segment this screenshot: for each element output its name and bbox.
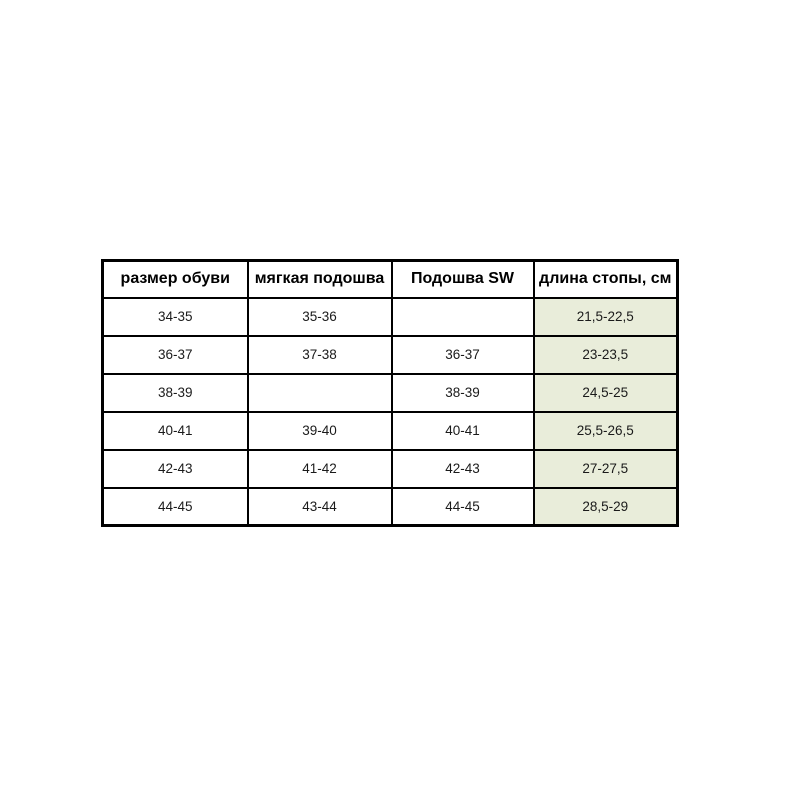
table-row <box>103 374 678 412</box>
table-cell-highlighted: 21,5-22,5 <box>534 298 678 336</box>
table-header-row <box>103 261 678 298</box>
table-cell-highlighted: 23-23,5 <box>534 336 678 374</box>
table-cell: 40-41 <box>103 412 248 450</box>
table-row <box>103 488 678 526</box>
table-cell: 39-40 <box>248 412 392 450</box>
table-row <box>103 450 678 488</box>
table-cell: 42-43 <box>103 450 248 488</box>
table-cell: 38-39 <box>392 374 534 412</box>
table-cell: 41-42 <box>248 450 392 488</box>
column-header-sole-sw: Подошва SW <box>392 261 534 298</box>
table-cell: 42-43 <box>392 450 534 488</box>
table-cell: 40-41 <box>392 412 534 450</box>
table-cell-highlighted: 27-27,5 <box>534 450 678 488</box>
table-row <box>103 336 678 374</box>
table-row <box>103 412 678 450</box>
table-cell: 43-44 <box>248 488 392 526</box>
table-cell: 44-45 <box>103 488 248 526</box>
column-header-soft-sole: мягкая подошва <box>248 261 392 298</box>
table-row <box>103 298 678 336</box>
table-cell: 35-36 <box>248 298 392 336</box>
table-cell: 34-35 <box>103 298 248 336</box>
column-header-shoe-size: размер обуви <box>103 261 248 298</box>
table-cell: 37-38 <box>248 336 392 374</box>
table-cell <box>392 298 534 336</box>
table-cell-highlighted: 24,5-25 <box>534 374 678 412</box>
shoe-size-table <box>101 259 679 527</box>
table-cell-highlighted: 28,5-29 <box>534 488 678 526</box>
table-cell: 44-45 <box>392 488 534 526</box>
table-cell: 38-39 <box>103 374 248 412</box>
table-cell <box>248 374 392 412</box>
table-cell-highlighted: 25,5-26,5 <box>534 412 678 450</box>
column-header-foot-length: длина стопы, см <box>534 261 678 298</box>
table-cell: 36-37 <box>392 336 534 374</box>
table-cell: 36-37 <box>103 336 248 374</box>
